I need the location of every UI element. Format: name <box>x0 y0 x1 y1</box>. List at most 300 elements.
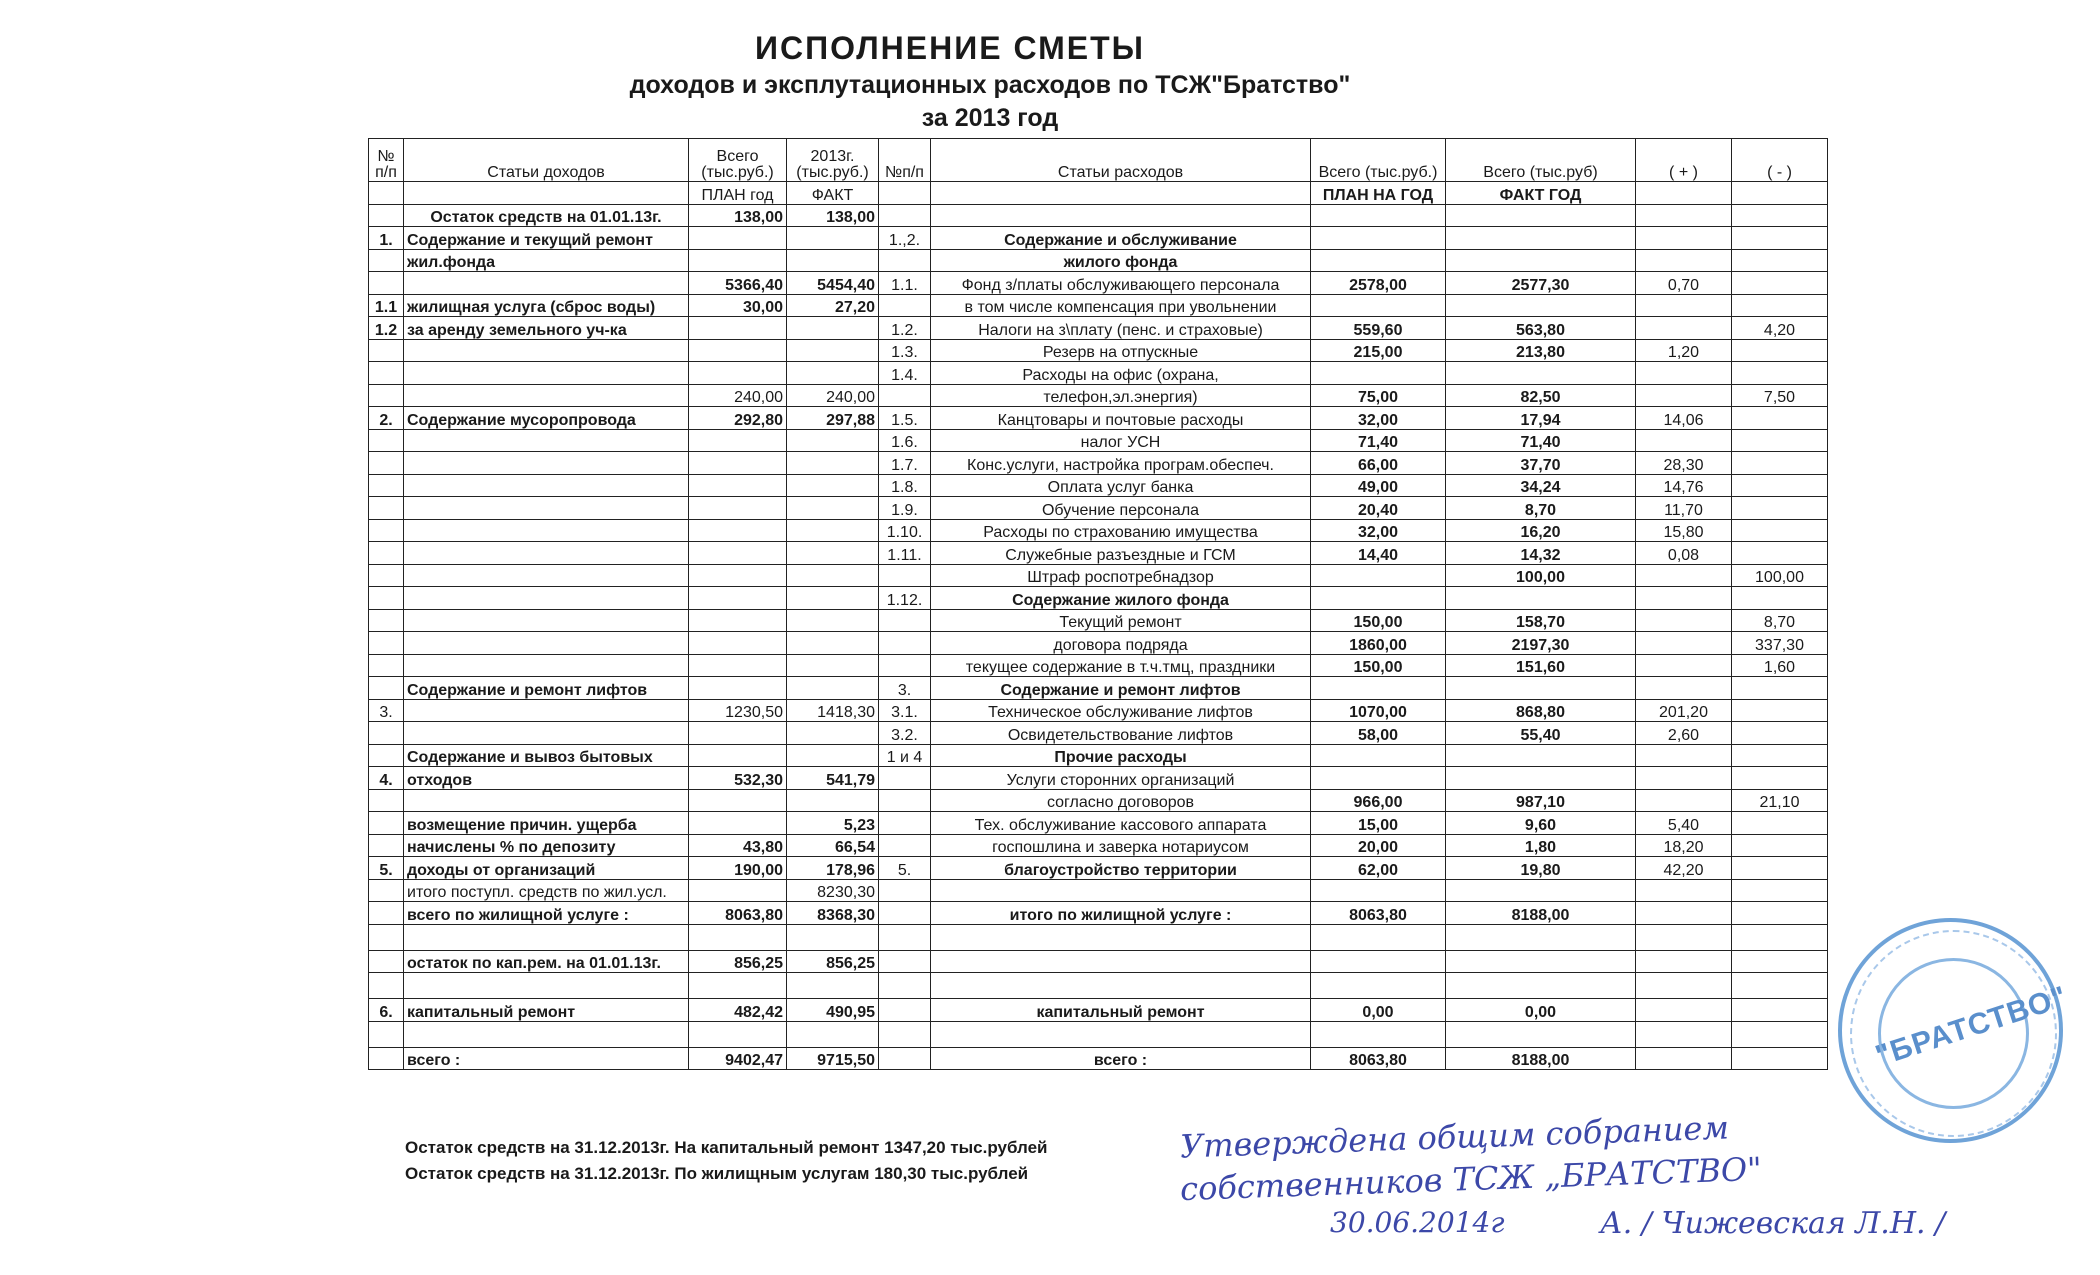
cell-nn: 3.2. <box>879 722 931 745</box>
cell-fact <box>787 609 879 632</box>
cell-num <box>369 722 404 745</box>
cell-exp-fact <box>1446 879 1636 902</box>
cell-plus <box>1636 609 1732 632</box>
cell-plan <box>689 654 787 677</box>
subheader-plan-year: ПЛАН год <box>689 182 787 205</box>
cell-plan <box>689 497 787 520</box>
cell-income-item <box>404 609 689 632</box>
cell-exp-plan: 8063,80 <box>1311 1047 1446 1070</box>
cell-num <box>369 902 404 925</box>
cell-exp-fact <box>1446 204 1636 227</box>
cell-exp-plan: 966,00 <box>1311 789 1446 812</box>
cell-num <box>369 677 404 700</box>
cell-nn <box>879 950 931 973</box>
cell-fact <box>787 564 879 587</box>
cell-plus: 5,40 <box>1636 812 1732 835</box>
cell-nn: 1.8. <box>879 474 931 497</box>
cell-income-item <box>404 384 689 407</box>
cell-fact <box>787 497 879 520</box>
cell-minus <box>1732 249 1828 272</box>
cell-income-item: начислены % по депозиту <box>404 834 689 857</box>
cell-income-item <box>404 339 689 362</box>
cell-fact: 138,00 <box>787 204 879 227</box>
cell-num <box>369 384 404 407</box>
table-row <box>369 699 1828 722</box>
cell-num <box>369 632 404 655</box>
subheader-fact: ФАКТ <box>787 182 879 205</box>
footer-capital-balance: Остаток средств на 31.12.2013г. На капитальный ремонт 1347,20 тыс.рублей <box>405 1138 1048 1157</box>
cell-plus: 1,20 <box>1636 339 1732 362</box>
cell-income-item <box>404 699 689 722</box>
cell-expense-item: Текущий ремонт <box>931 609 1311 632</box>
table-row <box>369 474 1828 497</box>
cell-nn: 1.3. <box>879 339 931 362</box>
cell-plan: 30,00 <box>689 294 787 317</box>
table-row <box>369 542 1828 565</box>
cell-minus <box>1732 699 1828 722</box>
subheader-plan-na-god: ПЛАН НА ГОД <box>1311 182 1446 205</box>
cell-plan <box>689 429 787 452</box>
cell-exp-plan: 58,00 <box>1311 722 1446 745</box>
cell-minus: 4,20 <box>1732 317 1828 340</box>
stamp-text: "БРАТСТВО" <box>1871 980 2072 1074</box>
cell-num <box>369 429 404 452</box>
cell-num <box>369 834 404 857</box>
cell-expense-item: итого по жилищной услуге : <box>931 902 1311 925</box>
cell-exp-plan <box>1311 677 1446 700</box>
cell-exp-plan: 150,00 <box>1311 654 1446 677</box>
cell-plan <box>689 227 787 250</box>
table-row <box>369 1021 1828 1047</box>
cell-fact <box>787 677 879 700</box>
header-fact-2013: 2013г. (тыс.руб.) <box>787 139 879 182</box>
cell-plus: 11,70 <box>1636 497 1732 520</box>
cell-num: 2. <box>369 407 404 430</box>
cell-plan <box>689 339 787 362</box>
cell-fact <box>787 587 879 610</box>
cell-fact: 178,96 <box>787 857 879 880</box>
cell-minus: 7,50 <box>1732 384 1828 407</box>
table-row <box>369 744 1828 767</box>
cell-expense-item: Содержание и ремонт лифтов <box>931 677 1311 700</box>
cell-exp-plan: 215,00 <box>1311 339 1446 362</box>
table-row <box>369 632 1828 655</box>
cell-exp-plan: 0,00 <box>1311 999 1446 1022</box>
cell-plan <box>689 362 787 385</box>
cell-plan: 1230,50 <box>689 699 787 722</box>
cell-plus <box>1636 999 1732 1022</box>
cell-exp-fact: 213,80 <box>1446 339 1636 362</box>
cell-expense-item: Налоги на з\плату (пенс. и страховые) <box>931 317 1311 340</box>
cell-income-item <box>404 497 689 520</box>
cell-nn <box>879 902 931 925</box>
cell-plan <box>689 1021 787 1047</box>
cell-plus <box>1636 950 1732 973</box>
cell-num <box>369 339 404 362</box>
cell-expense-item: в том числе компенсация при увольнении <box>931 294 1311 317</box>
cell-expense-item <box>931 1021 1311 1047</box>
cell-nn <box>879 999 931 1022</box>
cell-plan <box>689 474 787 497</box>
cell-minus <box>1732 722 1828 745</box>
title-line-2: доходов и эксплутационных расходов по ТСЖ"Братство" <box>629 71 1351 99</box>
cell-exp-plan: 150,00 <box>1311 609 1446 632</box>
handwritten-date: 30.06.2014г <box>1330 1206 1505 1239</box>
cell-income-item: отходов <box>404 767 689 790</box>
cell-exp-fact: 82,50 <box>1446 384 1636 407</box>
cell-exp-plan <box>1311 744 1446 767</box>
cell-plus <box>1636 429 1732 452</box>
cell-exp-plan: 1070,00 <box>1311 699 1446 722</box>
cell-fact: 8368,30 <box>787 902 879 925</box>
cell-income-item: всего по жилищной услуге : <box>404 902 689 925</box>
cell-expense-item: Фонд з/платы обслуживающего персонала <box>931 272 1311 295</box>
cell-plan <box>689 564 787 587</box>
cell-exp-plan <box>1311 950 1446 973</box>
cell-expense-item <box>931 973 1311 999</box>
cell-exp-plan: 20,00 <box>1311 834 1446 857</box>
cell-plus: 14,06 <box>1636 407 1732 430</box>
cell-exp-plan: 49,00 <box>1311 474 1446 497</box>
cell-plus: 15,80 <box>1636 519 1732 542</box>
cell-exp-plan <box>1311 204 1446 227</box>
cell-minus <box>1732 950 1828 973</box>
cell-income-item <box>404 654 689 677</box>
cell-minus <box>1732 339 1828 362</box>
cell-num <box>369 950 404 973</box>
cell-minus: 337,30 <box>1732 632 1828 655</box>
cell-plan <box>689 677 787 700</box>
table-row <box>369 767 1828 790</box>
cell-fact <box>787 362 879 385</box>
cell-plus: 18,20 <box>1636 834 1732 857</box>
cell-fact: 1418,30 <box>787 699 879 722</box>
cell-fact <box>787 519 879 542</box>
cell-nn: 1.10. <box>879 519 931 542</box>
table-row <box>369 973 1828 999</box>
table-row <box>369 587 1828 610</box>
cell-minus <box>1732 587 1828 610</box>
cell-plus <box>1636 587 1732 610</box>
cell-exp-plan <box>1311 227 1446 250</box>
cell-exp-plan: 1860,00 <box>1311 632 1446 655</box>
table-row <box>369 384 1828 407</box>
cell-nn <box>879 204 931 227</box>
handwritten-approval-line-1: Утверждена общим собранием <box>1179 1108 1730 1166</box>
cell-fact <box>787 924 879 950</box>
cell-exp-fact <box>1446 973 1636 999</box>
cell-nn: 1.12. <box>879 587 931 610</box>
table-row <box>369 452 1828 475</box>
subheader-row <box>369 182 1828 205</box>
cell-plus <box>1636 767 1732 790</box>
cell-income-item: капитальный ремонт <box>404 999 689 1022</box>
header-row <box>369 139 1828 182</box>
cell-nn: 3. <box>879 677 931 700</box>
cell-income-item <box>404 362 689 385</box>
cell-plan: 532,30 <box>689 767 787 790</box>
cell-num <box>369 542 404 565</box>
cell-fact <box>787 973 879 999</box>
handwritten-signature: А. / Чижевская Л.Н. / <box>1600 1206 1946 1241</box>
cell-expense-item: Служебные разъездные и ГСМ <box>931 542 1311 565</box>
cell-expense-item: текущее содержание в т.ч.тмц, праздники <box>931 654 1311 677</box>
cell-num <box>369 497 404 520</box>
cell-nn: 3.1. <box>879 699 931 722</box>
cell-expense-item: жилого фонда <box>931 249 1311 272</box>
cell-num <box>369 249 404 272</box>
cell-num <box>369 452 404 475</box>
cell-exp-plan <box>1311 879 1446 902</box>
cell-plus <box>1636 249 1732 272</box>
cell-nn: 1.11. <box>879 542 931 565</box>
header-expense-items: Статьи расходов <box>931 139 1311 182</box>
cell-nn <box>879 654 931 677</box>
cell-num <box>369 564 404 587</box>
cell-exp-fact: 55,40 <box>1446 722 1636 745</box>
cell-plus: 0,08 <box>1636 542 1732 565</box>
cell-plan <box>689 812 787 835</box>
cell-income-item: жил.фонда <box>404 249 689 272</box>
cell-plan: 9402,47 <box>689 1047 787 1070</box>
cell-minus <box>1732 272 1828 295</box>
cell-plus <box>1636 789 1732 812</box>
cell-minus <box>1732 812 1828 835</box>
footer-housing-balance: Остаток средств на 31.12.2013г. По жилищным услугам 180,30 тыс.рублей <box>405 1164 1029 1183</box>
cell-minus <box>1732 744 1828 767</box>
header-nn: №п/п <box>879 139 931 182</box>
cell-income-item <box>404 973 689 999</box>
cell-nn <box>879 924 931 950</box>
cell-nn <box>879 564 931 587</box>
table-row <box>369 227 1828 250</box>
cell-plan: 190,00 <box>689 857 787 880</box>
cell-nn <box>879 789 931 812</box>
cell-exp-fact <box>1446 362 1636 385</box>
table-row <box>369 249 1828 272</box>
cell-expense-item: согласно договоров <box>931 789 1311 812</box>
cell-income-item: за аренду земельного уч-ка <box>404 317 689 340</box>
cell-exp-plan <box>1311 767 1446 790</box>
cell-plus: 201,20 <box>1636 699 1732 722</box>
cell-fact <box>787 722 879 745</box>
cell-plus <box>1636 744 1732 767</box>
cell-plan <box>689 744 787 767</box>
cell-nn <box>879 609 931 632</box>
table-row <box>369 812 1828 835</box>
cell-exp-fact: 0,00 <box>1446 999 1636 1022</box>
header-income-items: Статьи доходов <box>404 139 689 182</box>
cell-income-item <box>404 1021 689 1047</box>
cell-exp-fact: 151,60 <box>1446 654 1636 677</box>
cell-expense-item: телефон,эл.энергия) <box>931 384 1311 407</box>
cell-income-item: всего : <box>404 1047 689 1070</box>
cell-fact <box>787 452 879 475</box>
cell-expense-item: благоустройство территории <box>931 857 1311 880</box>
cell-minus <box>1732 204 1828 227</box>
cell-fact <box>787 249 879 272</box>
cell-income-item: Содержание мусоропровода <box>404 407 689 430</box>
cell-nn: 1.9. <box>879 497 931 520</box>
cell-plus <box>1636 879 1732 902</box>
table-row <box>369 497 1828 520</box>
title-line-3: за 2013 год <box>921 104 1059 132</box>
cell-nn <box>879 812 931 835</box>
cell-plan: 292,80 <box>689 407 787 430</box>
cell-plus <box>1636 384 1732 407</box>
cell-fact: 8230,30 <box>787 879 879 902</box>
cell-nn <box>879 973 931 999</box>
cell-plan: 138,00 <box>689 204 787 227</box>
cell-expense-item: Техническое обслуживание лифтов <box>931 699 1311 722</box>
cell-fact <box>787 474 879 497</box>
table-row <box>369 999 1828 1022</box>
cell-nn: 1.7. <box>879 452 931 475</box>
cell-plus <box>1636 294 1732 317</box>
cell-exp-plan <box>1311 973 1446 999</box>
cell-exp-plan: 15,00 <box>1311 812 1446 835</box>
cell-expense-item: Содержание и обслуживание <box>931 227 1311 250</box>
cell-income-item <box>404 632 689 655</box>
cell-fact: 240,00 <box>787 384 879 407</box>
cell-plan <box>689 249 787 272</box>
cell-plan <box>689 973 787 999</box>
cell-plan: 240,00 <box>689 384 787 407</box>
cell-plan <box>689 789 787 812</box>
cell-exp-fact <box>1446 744 1636 767</box>
table-row <box>369 317 1828 340</box>
cell-income-item <box>404 519 689 542</box>
cell-expense-item: всего : <box>931 1047 1311 1070</box>
cell-income-item <box>404 429 689 452</box>
title-line-1: ИСПОЛНЕНИЕ СМЕТЫ <box>754 30 1145 66</box>
cell-exp-plan <box>1311 564 1446 587</box>
table-row <box>369 834 1828 857</box>
cell-fact <box>787 789 879 812</box>
cell-minus <box>1732 857 1828 880</box>
cell-minus <box>1732 1021 1828 1047</box>
table-row <box>369 407 1828 430</box>
cell-nn: 1.1. <box>879 272 931 295</box>
cell-income-item <box>404 542 689 565</box>
cell-plus: 0,70 <box>1636 272 1732 295</box>
cell-exp-fact <box>1446 1021 1636 1047</box>
cell-exp-fact: 2577,30 <box>1446 272 1636 295</box>
cell-exp-plan: 32,00 <box>1311 519 1446 542</box>
cell-exp-plan: 8063,80 <box>1311 902 1446 925</box>
cell-exp-fact <box>1446 294 1636 317</box>
cell-exp-plan: 20,40 <box>1311 497 1446 520</box>
cell-num: 4. <box>369 767 404 790</box>
cell-minus: 100,00 <box>1732 564 1828 587</box>
cell-plus: 42,20 <box>1636 857 1732 880</box>
cell-minus <box>1732 1047 1828 1070</box>
handwritten-approval-line-2: собственников ТСЖ „БРАТСТВО" <box>1179 1149 1763 1209</box>
cell-nn <box>879 1047 931 1070</box>
cell-minus <box>1732 474 1828 497</box>
table-row <box>369 1047 1828 1070</box>
cell-plus <box>1636 317 1732 340</box>
cell-exp-fact <box>1446 227 1636 250</box>
cell-expense-item: налог УСН <box>931 429 1311 452</box>
table-row <box>369 519 1828 542</box>
table-row <box>369 950 1828 973</box>
cell-income-item <box>404 564 689 587</box>
cell-num <box>369 272 404 295</box>
cell-expense-item: Оплата услуг банка <box>931 474 1311 497</box>
cell-num: 1. <box>369 227 404 250</box>
cell-num: 6. <box>369 999 404 1022</box>
table-row <box>369 677 1828 700</box>
cell-expense-item: Резерв на отпускные <box>931 339 1311 362</box>
table-row <box>369 362 1828 385</box>
cell-exp-fact: 17,94 <box>1446 407 1636 430</box>
cell-exp-fact: 8188,00 <box>1446 1047 1636 1070</box>
cell-minus: 8,70 <box>1732 609 1828 632</box>
cell-exp-fact: 158,70 <box>1446 609 1636 632</box>
cell-nn <box>879 632 931 655</box>
cell-expense-item: Штраф роспотребнадзор <box>931 564 1311 587</box>
cell-minus <box>1732 294 1828 317</box>
cell-exp-fact: 987,10 <box>1446 789 1636 812</box>
cell-expense-item <box>931 924 1311 950</box>
cell-exp-fact: 14,32 <box>1446 542 1636 565</box>
cell-minus <box>1732 429 1828 452</box>
cell-plus <box>1636 973 1732 999</box>
cell-plan <box>689 924 787 950</box>
cell-income-item: Содержание и вывоз бытовых <box>404 744 689 767</box>
cell-minus <box>1732 362 1828 385</box>
cell-expense-item: Услуги сторонних организаций <box>931 767 1311 790</box>
cell-plus <box>1636 632 1732 655</box>
cell-fact: 27,20 <box>787 294 879 317</box>
cell-exp-fact <box>1446 924 1636 950</box>
cell-plus <box>1636 204 1732 227</box>
cell-plus <box>1636 677 1732 700</box>
cell-exp-plan: 32,00 <box>1311 407 1446 430</box>
cell-exp-plan <box>1311 294 1446 317</box>
cell-exp-fact: 37,70 <box>1446 452 1636 475</box>
cell-nn <box>879 1021 931 1047</box>
cell-income-item: остаток по кап.рем. на 01.01.13г. <box>404 950 689 973</box>
cell-income-item <box>404 722 689 745</box>
cell-plus: 14,76 <box>1636 474 1732 497</box>
cell-income-item: итого поступл. средств по жил.усл. <box>404 879 689 902</box>
cell-fact: 297,88 <box>787 407 879 430</box>
cell-exp-fact: 8,70 <box>1446 497 1636 520</box>
cell-exp-plan <box>1311 362 1446 385</box>
cell-fact: 5454,40 <box>787 272 879 295</box>
header-exp-plan-total: Всего (тыс.руб.) <box>1311 139 1446 182</box>
cell-plus: 28,30 <box>1636 452 1732 475</box>
cell-exp-plan: 62,00 <box>1311 857 1446 880</box>
table-row <box>369 879 1828 902</box>
cell-minus <box>1732 767 1828 790</box>
cell-num <box>369 879 404 902</box>
cell-minus <box>1732 677 1828 700</box>
cell-plus <box>1636 564 1732 587</box>
cell-nn: 1.6. <box>879 429 931 452</box>
cell-num <box>369 789 404 812</box>
cell-num: 3. <box>369 699 404 722</box>
cell-income-item <box>404 924 689 950</box>
header-plus: ( + ) <box>1636 139 1732 182</box>
cell-minus <box>1732 999 1828 1022</box>
cell-expense-item <box>931 950 1311 973</box>
cell-expense-item <box>931 204 1311 227</box>
cell-exp-plan: 75,00 <box>1311 384 1446 407</box>
cell-exp-plan: 2578,00 <box>1311 272 1446 295</box>
